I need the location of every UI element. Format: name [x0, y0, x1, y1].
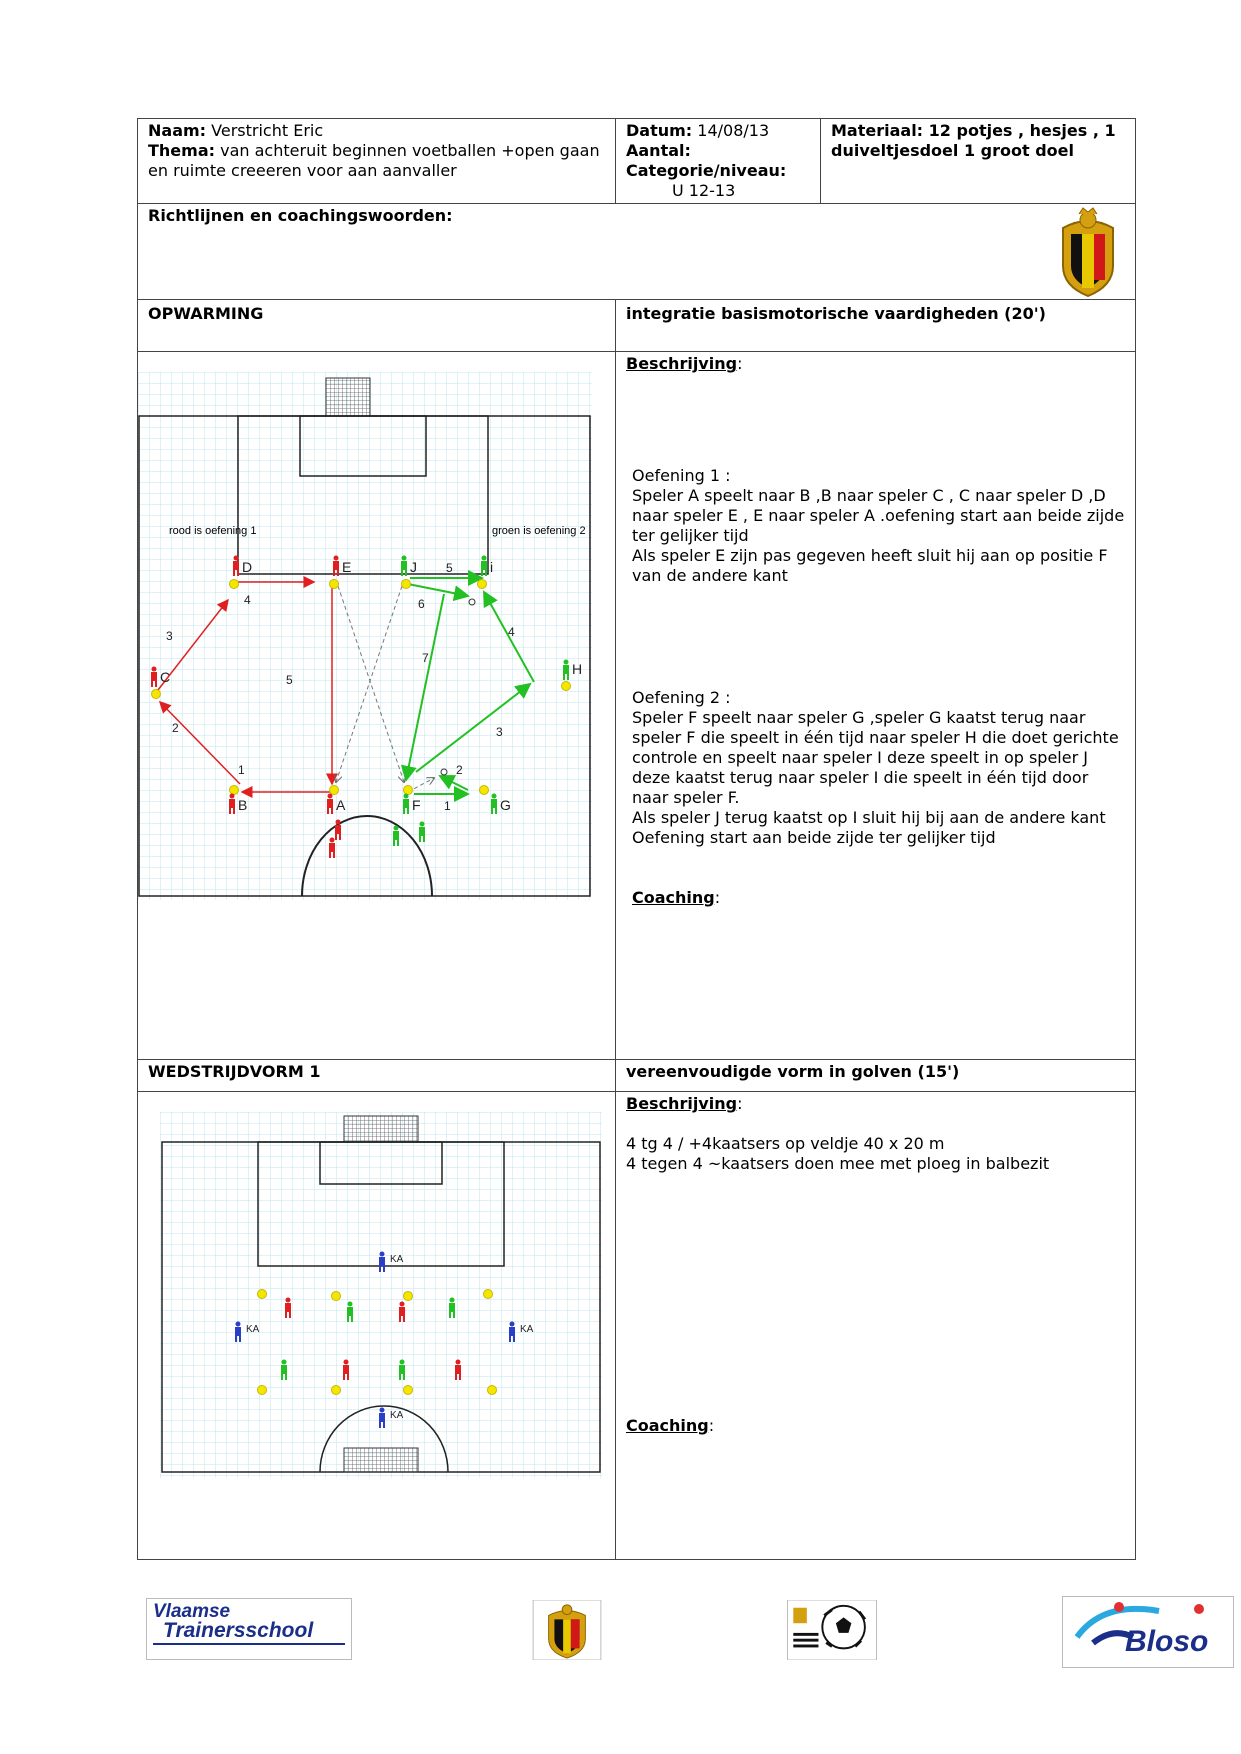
more-fun-logo-icon [786, 1600, 878, 1660]
legend-green: groen is oefening 2 [492, 525, 586, 537]
categorie-value: U 12-13 [672, 181, 736, 200]
materiaal-value: 12 potjes , hesjes , 1 duiveltjesdoel 1 groot doel [831, 121, 1116, 160]
pass-num: 7 [422, 651, 429, 665]
player-label-b: B [238, 797, 248, 813]
beschrijving-label-2: Beschrijving [626, 1094, 738, 1113]
player-label-c: C [160, 669, 171, 685]
thema-value: van achteruit beginnen voetballen +open gaan en ruimte creeeren voor aan aanvaller [148, 141, 600, 180]
vts-logo [146, 1598, 352, 1660]
materiaal-cell [821, 119, 1136, 204]
section1-title: OPWARMING [138, 300, 616, 352]
matchform-diagram [160, 1112, 602, 1478]
legend-red: rood is oefening 1 [169, 525, 257, 537]
kbvb-badge-icon [532, 1600, 602, 1660]
ball-icon [469, 599, 475, 605]
beschrijving-label-1: Beschrijving [626, 354, 738, 373]
naam-label: Naam: [148, 121, 207, 140]
pass-num: 5 [286, 673, 293, 687]
player-label-j: J [410, 559, 417, 575]
oefening1-text2: Als speler E zijn pas gegeven heeft sluit hij aan op positie F van de andere kant [632, 546, 1108, 585]
pass-num: 1 [444, 799, 451, 813]
pass-num: 3 [496, 725, 503, 739]
goal-net [326, 378, 370, 416]
warmup-diagram [138, 372, 592, 900]
player-label-g: G [500, 797, 511, 813]
pass-num: 1 [238, 763, 245, 777]
oefening1-title: Oefening 1 : [632, 466, 731, 485]
player-label-d: D [242, 559, 253, 575]
kaatser-label: KA [390, 1410, 404, 1421]
pass-num: 4 [508, 625, 515, 639]
pass-num: 2 [172, 721, 179, 735]
oefening2-title: Oefening 2 : [632, 688, 731, 707]
oefening2-text2: Als speler J terug kaatst op I sluit hij bij aan de andere kant [632, 808, 1106, 827]
section2-line1: 4 tg 4 / +4kaatsers op veldje 40 x 20 m [626, 1134, 945, 1153]
richtlijnen-label: Richtlijnen en coachingswoorden: [148, 206, 453, 225]
vts-line1: Vlaamse [153, 1601, 231, 1622]
oefening2-text: Speler F speelt naar speler G ,speler G kaatst terug naar speler F die speelt in één tijd naar speler H die doet gerichte controle en speelt naar speler I deze speelt in op speler J deze kaatst terug naar speler I die speelt in één tijd door naar speler F. [632, 708, 1119, 807]
player-label-e: E [342, 559, 352, 575]
pass-num: 2 [456, 763, 463, 777]
coaching-label-1: Coaching [632, 888, 715, 907]
section2-title: WEDSTRIJDVORM 1 [138, 1060, 616, 1092]
kbvb-crest-icon [1053, 206, 1123, 298]
thema-label: Thema: [148, 141, 216, 160]
oefening2-text3: Oefening start aan beide zijde ter gelijker tijd [632, 828, 996, 847]
player-label-i: i [490, 559, 494, 575]
section2-desc-cell: Beschrijving: 4 tg 4 / +4kaatsers op veldje 40 x 20 m 4 tegen 4 ~kaatsers doen mee met ploeg in balbezit Coaching: [616, 1092, 1136, 1560]
aantal-label: Aantal: [626, 141, 691, 160]
kaatser-label: KA [520, 1324, 534, 1335]
section2-subtitle: vereenvoudigde vorm in golven (15') [616, 1060, 1136, 1092]
kaatser-label: KA [390, 1254, 404, 1265]
grid-background [138, 372, 592, 900]
top-goal-net [344, 1116, 418, 1142]
section1-subtitle: integratie basismotorische vaardigheden (20') [616, 300, 1136, 352]
oefening1-text: Speler A speelt naar B ,B naar speler C , C naar speler D ,D naar speler E , E naar speler A .oefening start aan beide zijde ter gelijker tijd [632, 486, 1125, 545]
datum-cell [616, 119, 821, 204]
coaching-label-2: Coaching [626, 1416, 709, 1435]
materiaal-label: Materiaal: [831, 121, 924, 140]
pass-num: 6 [418, 597, 425, 611]
bloso-text: Bloso [1125, 1625, 1209, 1658]
section2-line2: 4 tegen 4 ~kaatsers doen mee met ploeg in balbezit [626, 1154, 1050, 1173]
section1-desc-cell: Beschrijving: Oefening 1 : Speler A speelt naar B ,B naar speler C , C naar speler D ,D naar speler E , E naar speler A .oefening start aan beide zijde ter gelijker tijd Als speler E zijn pas gegeven heeft sluit hij aan op positie F van de andere kant Oefening 2 : Speler F speelt naar speler G ,speler G kaatst terug naar speler F die speelt in één tijd naar speler H die doet gerichte controle en speelt naar speler I deze speelt in op speler J deze kaatst terug naar speler I die speelt in één tijd door naar speler F. Als speler J terug kaatst op I sluit hij bij aan de andere kant Oefening start aan beide zijde ter gelijker tijd Coaching: [616, 352, 1136, 1060]
datum-value: 14/08/13 [697, 121, 770, 140]
vts-line2: Trainersschool [163, 1619, 314, 1642]
naam-value: Verstricht Eric [211, 121, 324, 140]
categorie-label: Categorie/niveau: [626, 161, 787, 180]
ball-icon [441, 769, 447, 775]
player-label-f: F [412, 797, 421, 813]
naam-thema-cell [138, 119, 616, 204]
bottom-goal-net [344, 1448, 418, 1472]
bloso-logo [1062, 1596, 1234, 1668]
pass-num: 3 [166, 629, 173, 643]
datum-label: Datum: [626, 121, 693, 140]
pass-num: 4 [244, 593, 251, 607]
player-label-h: H [572, 661, 583, 677]
pass-num: 5 [446, 561, 453, 575]
kaatser-label: KA [246, 1324, 260, 1335]
richtlijnen-cell [138, 204, 1136, 300]
player-label-a: A [336, 797, 346, 813]
